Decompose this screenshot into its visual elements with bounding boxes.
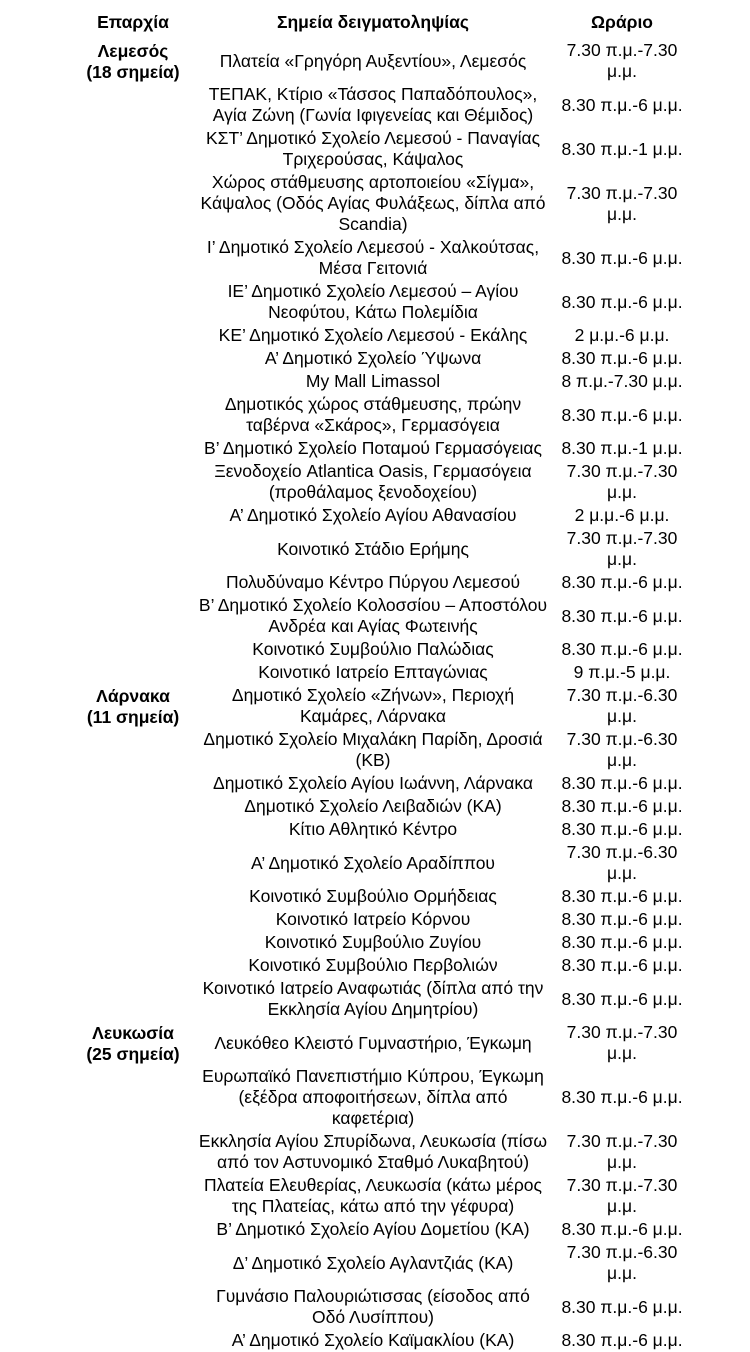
hours-cell: 7.30 π.μ.-6.30 μ.μ. [566,842,678,883]
sampling-point-cell: Δημοτικός χώρος στάθμευσης, πρώην ταβέρνα «Σκάρος», Γερμασόγεια [224,394,522,435]
sampling-point-cell: Λευκόθεο Κλειστό Γυμναστήριο, Έγκωμη [214,1032,532,1053]
sampling-point-cell: Δημοτικό Σχολείο «Ζήνων», Περιοχή Καμάρες, Λάρνακα [231,685,515,726]
table-row [70,684,694,728]
sampling-point-cell: Δημοτικό Σχολείο Λειβαδιών (ΚΑ) [244,796,502,816]
sampling-point-cell: Χώρος στάθμευσης αρτοποιείου «Σίγμα», Κάψαλος (Οδός Αγίας Φυλάξεως, δίπλα από Scandia) [200,172,546,234]
hours-cell: 8.30 π.μ.-6 μ.μ. [561,796,683,816]
hours-cell: 8.30 π.μ.-6 μ.μ. [561,1330,683,1350]
hours-cell: 7.30 π.μ.-7.30 μ.μ. [566,461,678,502]
sampling-point-cell: Κοινοτικό Στάδιο Ερήμης [277,538,469,559]
sampling-point-cell: Δ’ Δημοτικό Σχολείο Αγλαντζιάς (ΚΑ) [232,1252,514,1273]
province-count: (25 σημεία) [86,1044,180,1064]
hours-cell: 8.30 π.μ.-6 μ.μ. [561,819,683,839]
hours-cell: 7.30 π.μ.-7.30 μ.μ. [566,1022,678,1063]
sampling-point-cell: Β’ Δημοτικό Σχολείο Κολοσσίου – Αποστόλου Ανδρέα και Αγίας Φωτεινής [198,595,548,636]
table-row [70,1021,694,1065]
hours-cell: 8.30 π.μ.-6 μ.μ. [561,955,683,975]
hours-cell: 8.30 π.μ.-1 μ.μ. [561,438,683,458]
hours-cell: 8.30 π.μ.-6 μ.μ. [561,1296,683,1317]
sampling-point-cell: Ευρωπαϊκό Πανεπιστήμιο Κύπρου, Έγκωμη (εξέδρα αποφοιτήσεων, δίπλα από καφετέρια) [202,1066,544,1128]
hours-cell: 8.30 π.μ.-6 μ.μ. [561,932,683,952]
sampling-point-cell: Α’ Δημοτικό Σχολείο Αγίου Αθανασίου [229,505,517,525]
sampling-point-cell: Ι’ Δημοτικό Σχολείο Λεμεσού - Χαλκούτσας, Μέσα Γειτονιά [206,237,540,278]
sampling-point-cell: Δημοτικό Σχολείο Αγίου Ιωάννη, Λάρνακα [213,773,533,793]
header-sampling-points: Σημεία δειγματοληψίας [276,12,469,32]
hours-cell: 7.30 π.μ.-6.30 μ.μ. [566,685,678,726]
sampling-point-cell: My Mall Limassol [305,371,441,391]
sampling-point-cell: ΙΕ’ Δημοτικό Σχολείο Λεμεσού – Αγίου Νεοφύτου, Κάτω Πολεμίδια [227,281,519,322]
sampling-point-cell: Κοινοτικό Συμβούλιο Ορμήδειας [249,886,497,906]
hours-cell: 8.30 π.μ.-6 μ.μ. [561,94,683,115]
sampling-point-cell: ΚΣΤ’ Δημοτικό Σχολείο Λεμεσού - Παναγίας Τριχερούσας, Κάψαλος [205,128,541,169]
hours-cell: 8.30 π.μ.-1 μ.μ. [561,138,683,159]
sampling-point-cell: Εκκλησία Αγίου Σπυρίδωνα, Λευκωσία (πίσω από τον Αστυνομικό Σταθμό Λυκαβητού) [198,1131,548,1172]
hours-cell: 8 π.μ.-7.30 μ.μ. [561,371,683,391]
sampling-point-cell: Πλατεία «Γρηγόρη Αυξεντίου», Λεμεσός [219,50,527,71]
sampling-points-table [70,12,694,1352]
province-count: (11 σημεία) [86,707,180,727]
sampling-point-cell: Πλατεία Ελευθερίας, Λευκωσία (κάτω μέρος της Πλατείας, κάτω από την γέφυρα) [204,1175,542,1216]
sampling-point-cell: Α’ Δημοτικό Σχολείο Καϊμακλίου (ΚΑ) [231,1330,515,1350]
header-hours: Ωράριο [591,12,653,32]
sampling-point-cell: Κίτιο Αθλητικό Κέντρο [288,819,458,839]
hours-cell: 8.30 π.μ.-6 μ.μ. [561,909,683,929]
province-name: Λευκωσία [92,1023,174,1043]
hours-cell: 7.30 π.μ.-7.30 μ.μ. [566,528,678,569]
sampling-point-cell: Πολυδύναμο Κέντρο Πύργου Λεμεσού [225,572,521,592]
sampling-point-cell: ΤΕΠΑΚ, Κτίριο «Τάσσος Παπαδόπουλος», Αγία Ζώνη (Γωνία Ιφιγενείας και Θέμιδος) [208,84,538,125]
hours-cell: 7.30 π.μ.-6.30 μ.μ. [566,1242,678,1283]
sampling-point-cell: Γυμνάσιο Παλουριώτισσας (είσοδος από Οδό Λυσίππου) [216,1286,530,1327]
hours-cell: 7.30 π.μ.-7.30 μ.μ. [566,1131,678,1172]
hours-cell: 7.30 π.μ.-7.30 μ.μ. [566,1175,678,1216]
sampling-point-cell: Α’ Δημοτικό Σχολείο Αραδίππου [250,852,495,873]
sampling-point-cell: Κοινοτικό Συμβούλιο Ζυγίου [264,932,482,952]
province-count: (18 σημεία) [86,62,180,82]
sampling-point-cell: ΚΕ’ Δημοτικό Σχολείο Λεμεσού - Εκάλης [218,325,528,345]
sampling-point-cell: Δημοτικό Σχολείο Μιχαλάκη Παρίδη, Δροσιά (ΚΒ) [203,729,543,770]
sampling-point-cell: Β’ Δημοτικό Σχολείο Ποταμού Γερμασόγειας [204,438,542,458]
hours-cell: 7.30 π.μ.-7.30 μ.μ. [566,40,678,81]
hours-cell: 8.30 π.μ.-6 μ.μ. [561,605,683,626]
sampling-point-cell: Α’ Δημοτικό Σχολείο Ύψωνα [264,348,482,368]
hours-cell: 7.30 π.μ.-7.30 μ.μ. [566,182,678,224]
table-row [70,39,694,83]
sampling-point-cell: Κοινοτικό Συμβούλιο Περβολιών [248,955,498,975]
sampling-point-cell: Κοινοτικό Συμβούλιο Παλώδιας [252,639,494,659]
hours-cell: 2 μ.μ.-6 μ.μ. [574,505,670,525]
hours-cell: 8.30 π.μ.-6 μ.μ. [561,886,683,906]
sampling-point-cell: Κοινοτικό Ιατρείο Επταγώνιας [258,662,488,682]
hours-cell: 8.30 π.μ.-6 μ.μ. [561,348,683,368]
sampling-point-cell: Κοινοτικό Ιατρείο Αναφωτιάς (δίπλα από την Εκκλησία Αγίου Δημητρίου) [202,978,544,1019]
table-body [70,39,694,1352]
hours-cell: 8.30 π.μ.-6 μ.μ. [561,572,683,592]
hours-cell: 8.30 π.μ.-6 μ.μ. [561,1219,683,1239]
hours-cell: 8.30 π.μ.-6 μ.μ. [561,773,683,793]
header-province: Επαρχία [97,12,169,32]
sampling-point-cell: Ξενοδοχείο Atlantica Oasis, Γερμασόγεια (προθάλαμος ξενοδοχείου) [214,461,532,502]
province-name: Λάρνακα [96,686,170,706]
hours-cell: 8.30 π.μ.-6 μ.μ. [561,1087,683,1107]
sampling-point-cell: Β’ Δημοτικό Σχολείο Αγίου Δομετίου (ΚΑ) [216,1219,530,1239]
province-cell [70,1021,196,1352]
province-name: Λεμεσός [97,41,169,61]
hours-cell: 8.30 π.μ.-6 μ.μ. [561,639,683,659]
table-header-row [70,12,694,39]
hours-cell: 8.30 π.μ.-6 μ.μ. [561,291,683,312]
hours-cell: 8.30 π.μ.-6 μ.μ. [561,247,683,268]
hours-cell: 8.30 π.μ.-6 μ.μ. [561,404,683,425]
province-cell [70,39,196,684]
sampling-point-cell: Κοινοτικό Ιατρείο Κόρνου [275,909,471,929]
province-cell [70,684,196,1021]
hours-cell: 2 μ.μ.-6 μ.μ. [574,325,670,345]
hours-cell: 9 π.μ.-5 μ.μ. [573,662,671,682]
hours-cell: 7.30 π.μ.-6.30 μ.μ. [566,729,678,770]
hours-cell: 8.30 π.μ.-6 μ.μ. [561,988,683,1009]
